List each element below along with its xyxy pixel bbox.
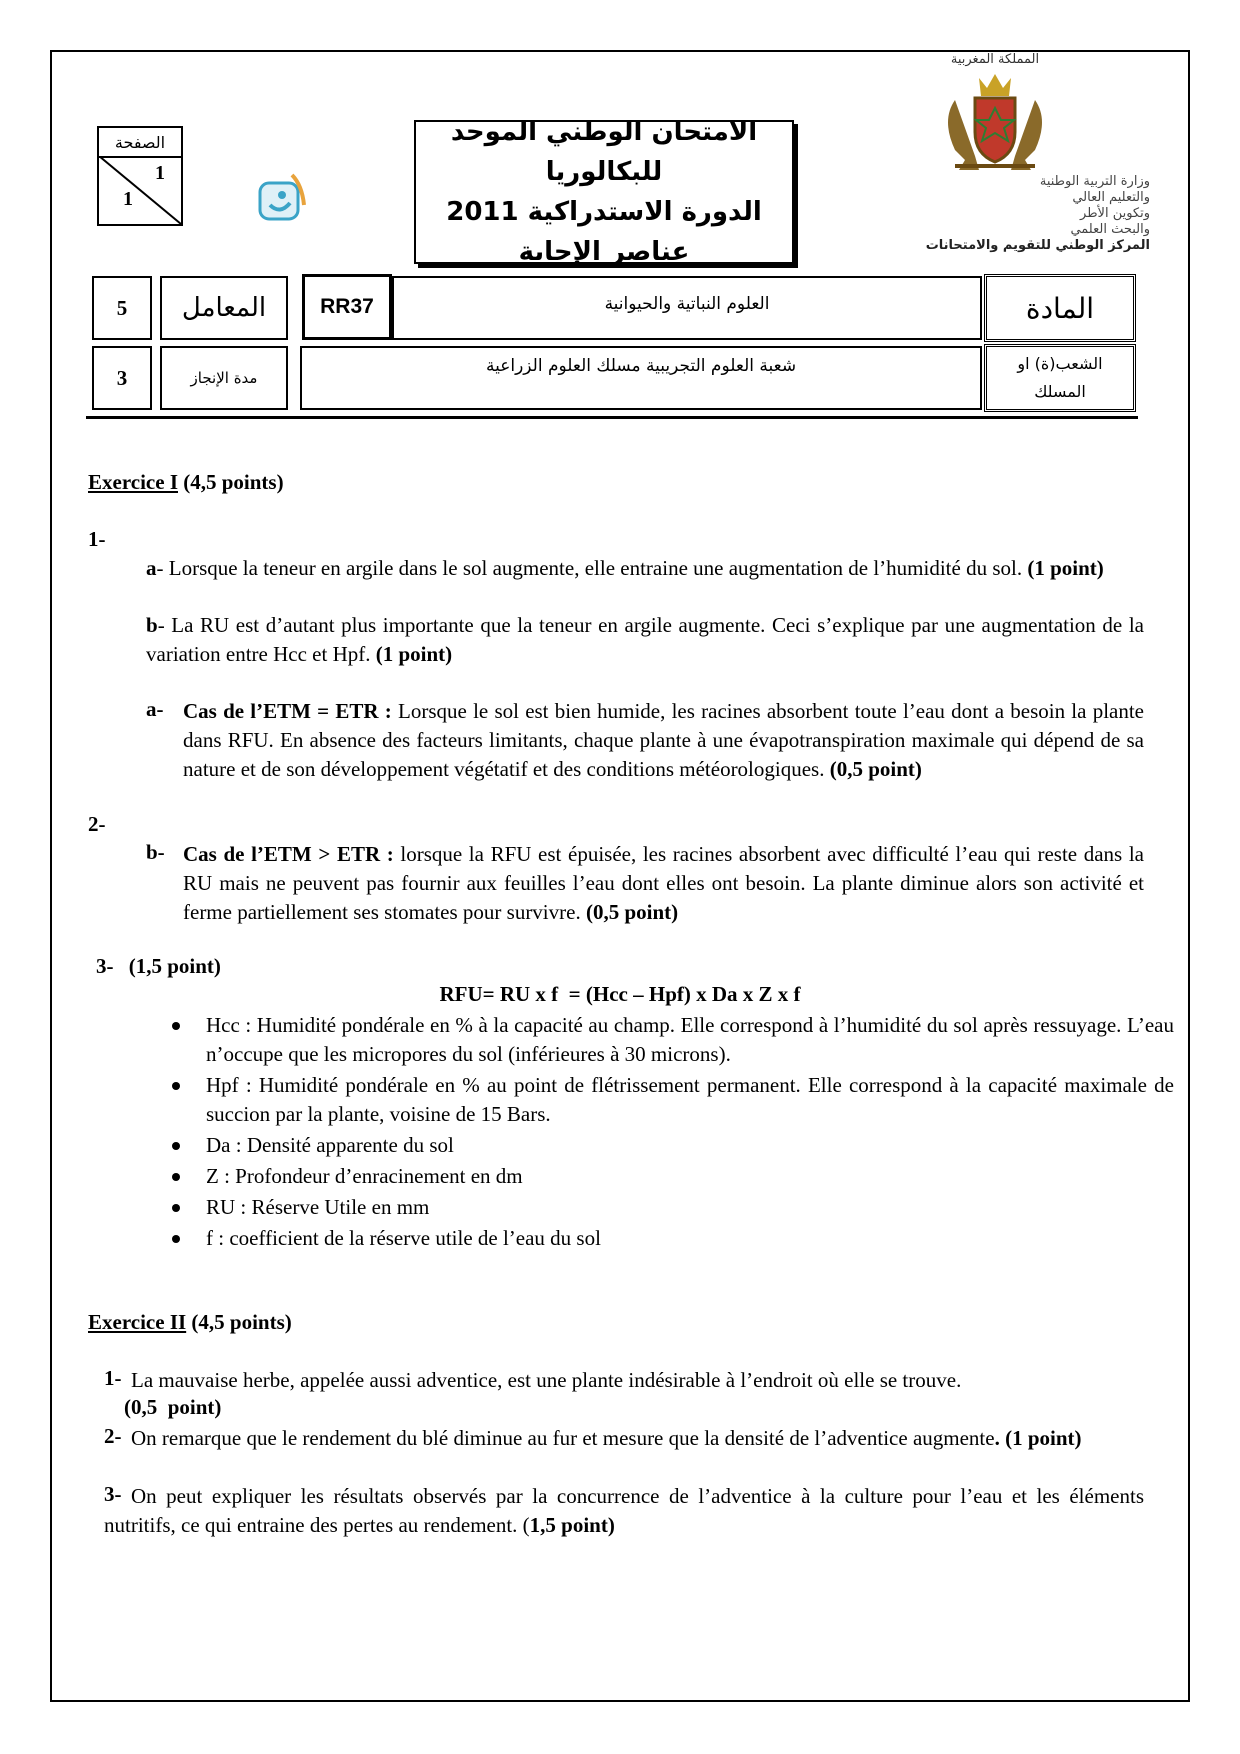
ex1-q1a-points: (1 point) (1027, 556, 1104, 580)
ex1-q2b-letter: b- (146, 840, 165, 864)
ex2-q3 (104, 1482, 1144, 1540)
bullet-icon (172, 1082, 180, 1090)
bullet-icon (172, 1204, 180, 1212)
ex1-q1a (146, 554, 1144, 583)
bullet-icon (172, 1173, 180, 1181)
ex1-q2-number: 2- (88, 812, 106, 836)
definition-item: RU : Réserve Utile en mm (206, 1193, 1174, 1222)
duration-label-cell (160, 346, 288, 410)
ex1-q1b-text: - La RU est d’autant plus importante que la teneur en argile augmente. Ceci s’explique par une augmentation de la variation entre Hcc et Hpf. (146, 613, 1144, 666)
coat-of-arms-icon (935, 70, 1055, 174)
ex1-heading (88, 470, 284, 495)
ex2-q2-text: On remarque que le rendement du blé diminue au fur et mesure que la densité de l’adventice augmente (131, 1426, 995, 1450)
definition-item: Da : Densité apparente du sol (206, 1131, 1174, 1160)
branch-label-cell (984, 344, 1136, 412)
bullet-icon (172, 1022, 180, 1030)
bullet-icon (172, 1142, 180, 1150)
exam-session: الدورة الاستدراكية 2011 (446, 197, 762, 227)
subject-value: العلوم النباتية والحيوانية (604, 294, 770, 314)
page-divider-line (99, 156, 181, 224)
definition-item: Hcc : Humidité pondérale en % à la capacité au champ. Elle correspond à l’humidité du sol après ressuyage. L’eau n’occupe que les micropores du sol (inférieures à 30 microns). (206, 1011, 1174, 1069)
ex1-q2b (183, 840, 1144, 927)
coef-label: المعامل (181, 293, 267, 323)
branch-value: شعبة العلوم التجريبية مسلك العلوم الزراعية (485, 356, 797, 376)
answer-elements: عناصر الإجابة (518, 237, 690, 267)
page-label: الصفحة (99, 128, 181, 158)
ex2-q2 (104, 1424, 1144, 1453)
ministry-line: وتكوين الأطر (1080, 206, 1150, 221)
ex1-q2b-points: (0,5 point) (585, 900, 679, 924)
ministry-line: والتعليم العالي (1072, 190, 1150, 205)
ex2-q1-text: La mauvaise herbe, appelée aussi adventice, est une plante indésirable à l’endroit où elle se trouve. (131, 1368, 962, 1392)
ministry-lines (860, 174, 1150, 254)
ministry-center: المركز الوطني للتقويم والامتحانات (925, 238, 1150, 253)
subject-value-cell (392, 276, 982, 340)
ex2-q3-number: 3- (104, 1482, 122, 1506)
exam-title: الامتحان الوطني الموحد للبكالوريا (450, 117, 758, 187)
ex1-definitions (206, 1011, 1174, 1253)
definition-item: Hpf : Humidité pondérale en % au point de flétrissement permanent. Elle correspond à la capacité maximale de succion par la plante, voisine de 15 Bars. (206, 1071, 1174, 1129)
branch-value-cell (300, 346, 982, 410)
ex2-heading (88, 1310, 292, 1335)
ex1-q1a-letter: a (146, 556, 157, 580)
ex1-q2b-text: lorsque la RFU est épuisée, les racines absorbent avec difficulté l’eau qui reste dans la RU mais ne peuvent pas fournir aux feuilles l’eau dont elles ont besoin. La plante diminue alors son activité et ferme partiellement ses stomates pour survivre. (183, 842, 1145, 924)
coef-label-cell (160, 276, 288, 340)
bullet-icon (172, 1235, 180, 1243)
ex2-points: (4,5 points) (191, 1310, 292, 1334)
ex2-q3-text: On peut expliquer les résultats observés par la concurrence de l’adventice à la culture pour l’eau et les éléments nutritifs, ce qui entraine des pertes au rendement. ( (104, 1484, 1144, 1537)
ex1-q1b-points: (1 point) (375, 642, 453, 666)
ex1-q1b-letter: b (146, 613, 158, 637)
ex2-q2-number: 2- (104, 1424, 122, 1448)
subject-label: المادة (1025, 291, 1095, 325)
code-cell (302, 274, 392, 340)
page-number-box (97, 126, 183, 226)
ex1-q2b-heading: Cas de l’ETM > ETR : (183, 842, 394, 866)
coef-value-cell (92, 276, 152, 340)
header-separator (86, 416, 1138, 419)
ex1-q1-number: 1- (88, 527, 106, 551)
exam-title-box (414, 117, 794, 267)
duration-label: مدة الإنجاز (190, 369, 258, 387)
ministry-line: وزارة التربية الوطنية (1039, 174, 1150, 189)
ex1-q2a-points: (0,5 point) (829, 757, 922, 781)
ex1-title: Exercice I (88, 470, 178, 494)
ex1-q3-number: 3- (96, 954, 114, 978)
ex2-q1-points: (0,5 point) (124, 1395, 222, 1419)
ex1-q2a-letter: a- (146, 697, 164, 721)
rfu-formula: RFU= RU x f = (Hcc – Hpf) x Da x Z x f (439, 982, 801, 1006)
coef-value: 5 (116, 295, 128, 320)
branch-label: الشعب(ة) او المسلك (1017, 354, 1103, 401)
definition-item: f : coefficient de la réserve utile de l’eau du sol (206, 1224, 1174, 1253)
ex1-q2a-text: Lorsque le sol est bien humide, les racines absorbent toute l’eau dont a besoin la plante dans RFU. En absence des facteurs limitants, chaque plante à une évapotranspiration maximale qui dépend de sa nature et de son développement végétatif et des conditions météorologiques. (183, 699, 1145, 781)
ex2-title: Exercice II (88, 1310, 187, 1334)
ex1-q1b (146, 611, 1144, 669)
ministry-kingdom: المملكة المغربية (950, 52, 1040, 67)
ex1-q3-points: (1,5 point) (128, 954, 221, 978)
duration-value: 3 (116, 365, 128, 390)
ex2-q3-points: 1,5 point (529, 1513, 608, 1537)
subject-label-cell (984, 274, 1136, 342)
ex2-q2-points: . (1 point) (994, 1426, 1082, 1450)
ex1-q1a-text: - Lorsque la teneur en argile dans le sol augmente, elle entraine une augmentation de l’humidité du sol. (156, 556, 1023, 580)
ex2-q1-number: 1- (104, 1366, 122, 1390)
ex1-q2a (183, 697, 1144, 784)
ex1-q3-heading (96, 954, 221, 979)
ex1-points: (4,5 points) (183, 470, 284, 494)
cnee-logo (256, 165, 316, 225)
ex1-q2a-heading: Cas de l’ETM = ETR : (183, 699, 392, 723)
definition-item: Z : Profondeur d’enracinement en dm (206, 1162, 1174, 1191)
ex2-q1 (104, 1366, 1144, 1395)
duration-value-cell (92, 346, 152, 410)
ministry-line: والبحث العلمي (1070, 222, 1150, 237)
subject-code: RR37 (320, 295, 374, 318)
page-total: 1 (123, 188, 133, 210)
page-current: 1 (155, 162, 165, 184)
ex2-q3-close: ) (607, 1513, 615, 1537)
